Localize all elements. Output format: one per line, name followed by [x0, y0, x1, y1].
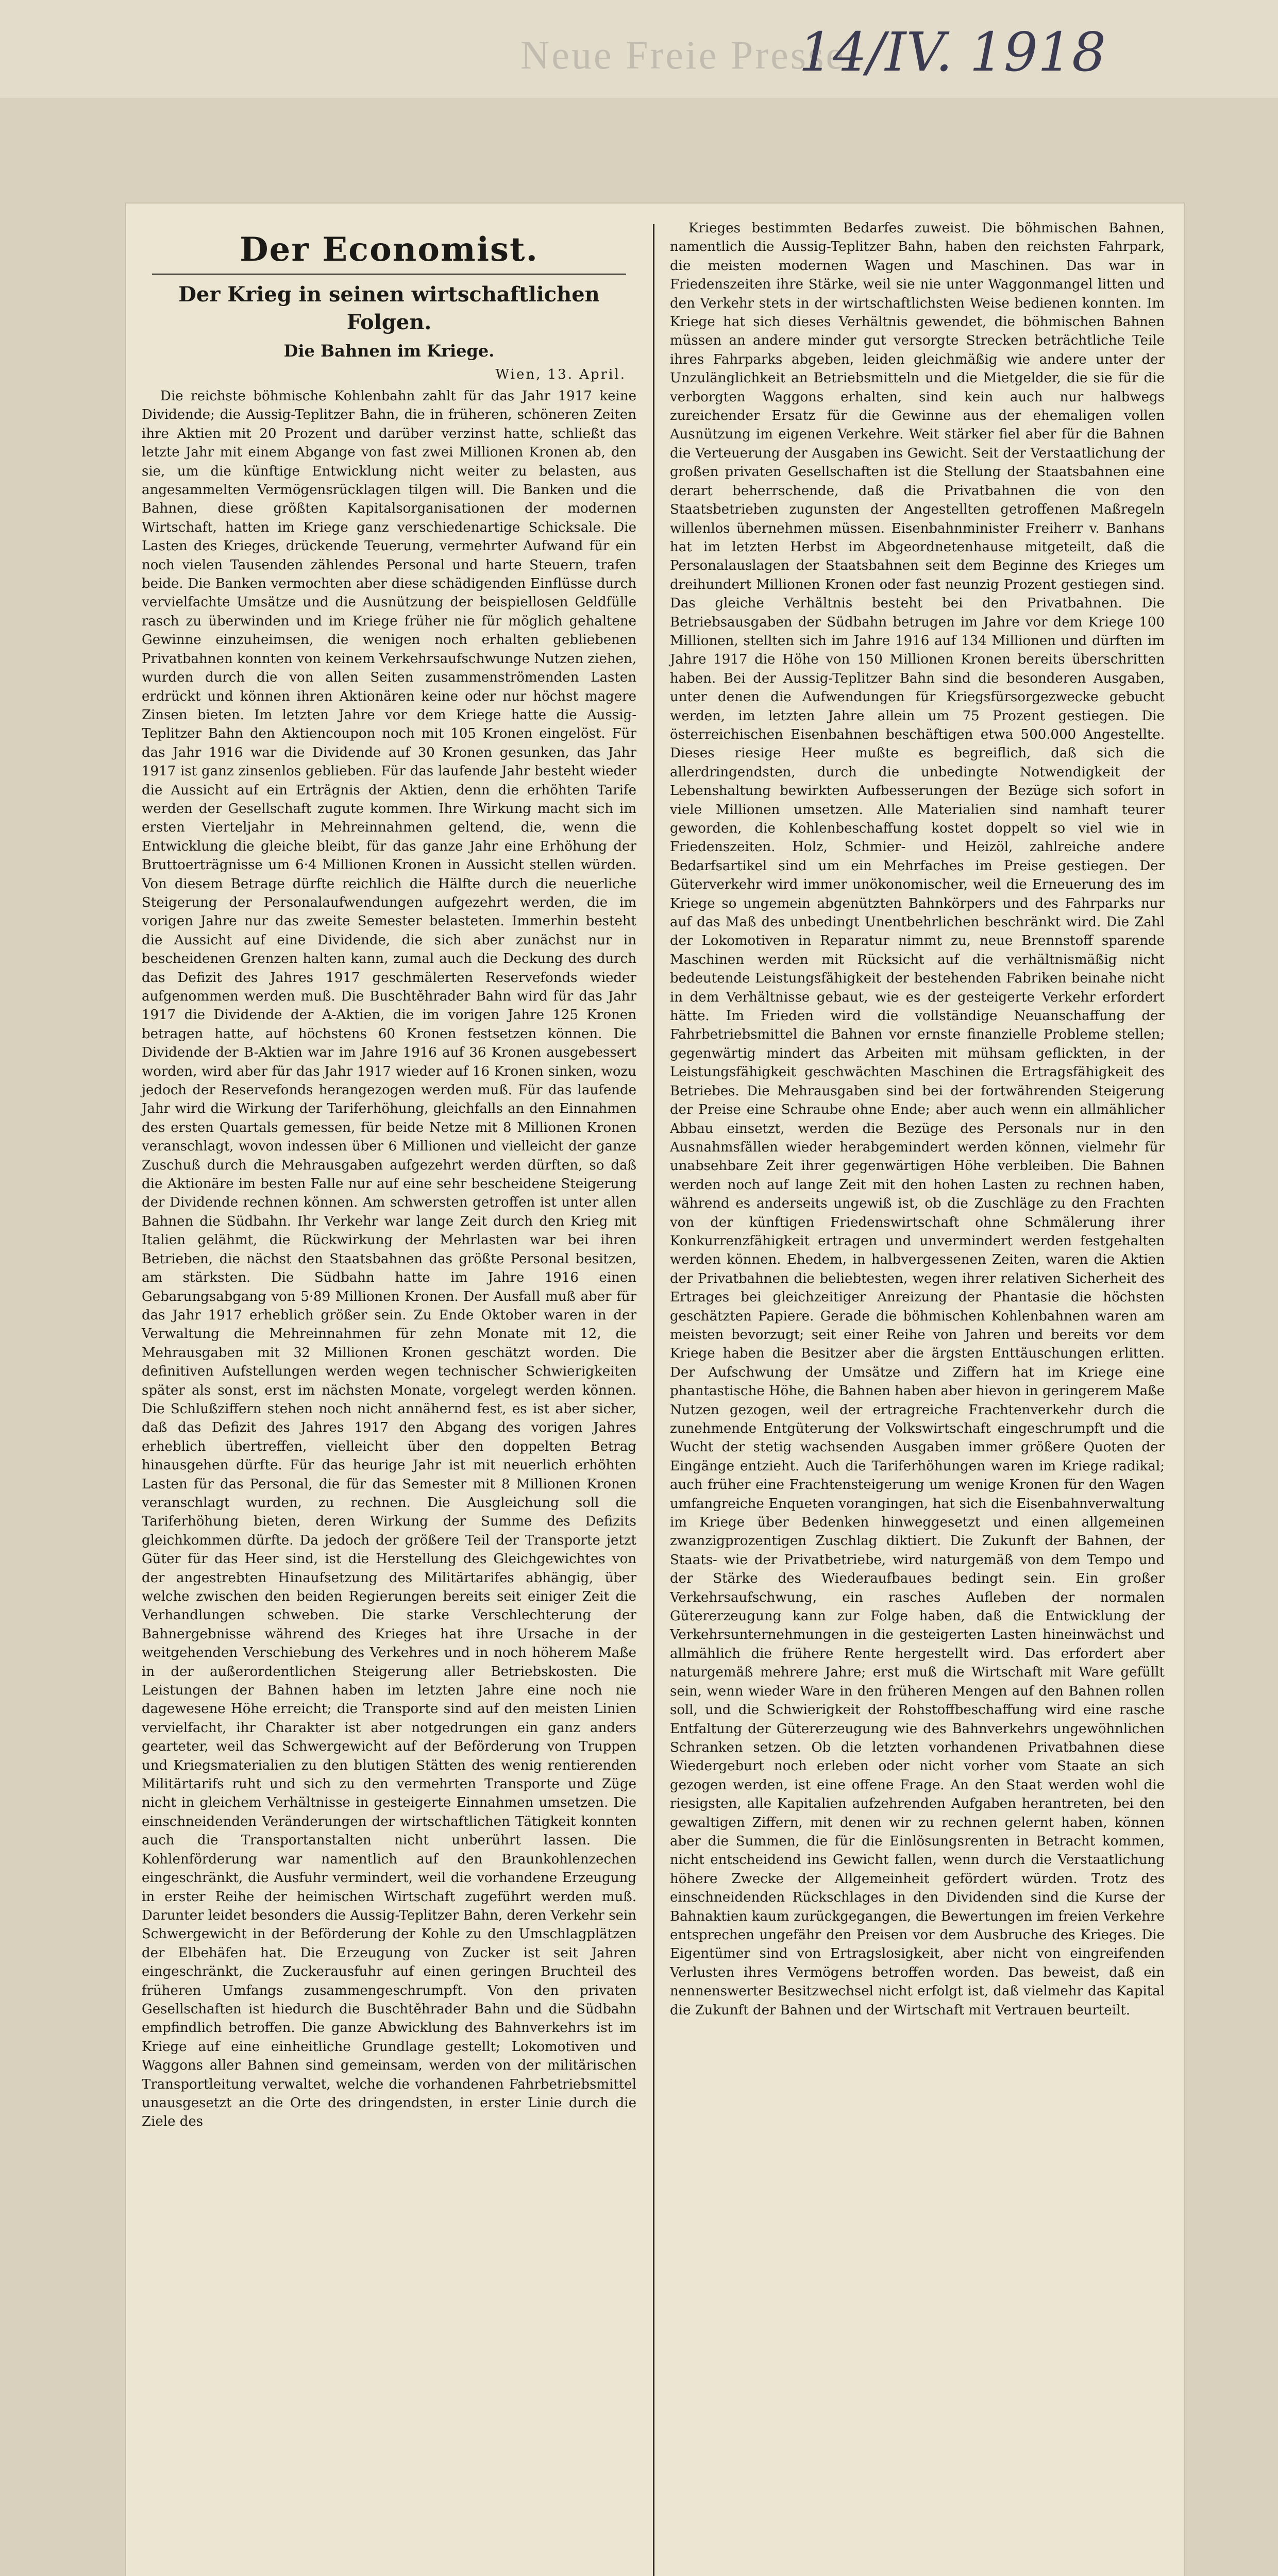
- column-right: [665, 219, 1170, 2576]
- column-divider: [653, 224, 654, 2576]
- handwritten-date: 14/IV. 1918: [799, 21, 1106, 83]
- article-headline: Der Krieg in seinen wirtschaftlichen Folgen.: [178, 282, 600, 334]
- header-strip: [0, 0, 1278, 98]
- section-masthead: Der Economist.: [240, 230, 539, 269]
- dateline: Wien, 13. April.: [495, 367, 626, 382]
- article-body-left: Die reichste böhmische Kohlenbahn zahlt für das Jahr 1917 keine Dividende; die Aussig-Teplitzer Bahn, die in früheren, schöneren Zeiten ihre Aktien mit 20 Prozent und darüber verzinst hatte, schließt das letzte Jahr mit einem Abgange von fast zwei Millionen Kronen ab, den sie, um die künftige Entwicklung nicht weiter zu belasten, aus angesammelten Vermögensrücklagen tilgen will. Die Banken und die Bahnen, diese größten Kapitalsorganisationen der modernen Wirtschaft, hatten im Kriege ganz verschiedenartige Schicksale. Die Lasten des Krieges, drückende Teuerung, vermehrter Aufwand für ein noch vielen Tausenden zählendes Personal und harte Steuern, trafen beide. Die Banken vermochten aber diese schädigenden Einflüsse durch vervielfachte Umsätze und die Ausnützung der beispiellosen Geldfülle rasch zu überwinden und im Kriege früher nie für möglich gehaltene Gewinne einzuheimsen, die wenigen noch erhalten gebliebenen Privatbahnen konnten von keinem Verkehrsaufschwunge Nutzen ziehen, wurden durch die von allen Seiten zusammenströmenden Lasten erdrückt und können ihren Aktionären keine oder nur höchst magere Zinsen bieten. Im letzten Jahre vor dem Kriege hatte die Aussig-Teplitzer Bahn den Aktiencoupon noch mit 105 Kronen eingelöst. Für das Jahr 1916 war die Dividende auf 30 Kronen gesunken, das Jahr 1917 ist ganz zinsenlos geblieben. Für das laufende Jahr besteht wieder die Aussicht auf ein Erträgnis der Aktien, denn die erhöhten Tarife werden der Gesellschaft zugute kommen. Ihre Wirkung macht sich im ersten Vierteljahr in Mehreinnahmen geltend, die, wenn die Entwicklung die gleiche bleibt, für das ganze Jahr eine Erhöhung der Bruttoerträgnisse um 6·4 Millionen Kronen in Aussicht stellen würden. Von diesem Betrage dürfte reichlich die Hälfte durch die neuerliche Steigerung der Personalaufwendungen aufgezehrt werden, die im vorigen Jahre nur das zweite Semester belasteten. Immerhin besteht die Aussicht auf eine Dividende, die sich aber zunächst nur in bescheidenen Grenzen halten kann, zumal auch die Deckung des durch das Defizit des Jahres 1917 geschmälerten Reservefonds wieder aufgenommen werden muß. Die Buschtěhrader Bahn wird für das Jahr 1917 die Dividende der A-Aktien, die im vorigen Jahre 125 Kronen betragen hatte, auf höchstens 60 Kronen festsetzen können. Die Dividende der B-Aktien war im Jahre 1916 auf 36 Kronen ausgebessert worden, wird aber für das Jahr 1917 wieder auf 16 Kronen sinken, wozu jedoch der Reservefonds herangezogen werden muß. Für das laufende Jahr wird die Wirkung der Tariferhöhung, gleichfalls an den Einnahmen des ersten Quartals gemessen, für beide Netze mit 8 Millionen Kronen veranschlagt, wovon indessen über 6 Millionen und vielleicht der ganze Zuschuß durch die Mehrausgaben aufgezehrt werden dürften, so daß die Aktionäre im besten Falle nur auf eine sehr bescheidene Steigerung der Dividende rechnen können. Am schwersten getroffen ist unter allen Bahnen die Südbahn. Ihr Verkehr war lange Zeit durch den Krieg mit Italien gelähmt, die Rückwirkung der Mehrlasten war bei ihren Betrieben, die nächst den Staatsbahnen das größte Personal besitzen, am stärksten. Die Südbahn hatte im Jahre 1916 einen Gebarungsabgang von 5·89 Millionen Kronen. Der Ausfall muß aber für das Jahr 1917 erheblich größer sein. Zu Ende Oktober waren in der Verwaltung die Mehreinnahmen für zehn Monate mit 12, die Mehrausgaben mit 32 Millionen Kronen geschätzt worden. Die definitiven Aufstellungen werden wegen technischer Schwierigkeiten später als sonst, erst im nächsten Monate, vorgelegt werden können. Die Schlußziffern stehen noch nicht annähernd fest, es ist aber sicher, daß das Defizit des Jahres 1917 den Abgang des vorigen Jahres erheblich übertreffen, vielleicht über den doppelten Betrag hinausgehen dürfte. Für das heurige Jahr ist mit neuerlich erhöhten Lasten für das Personal, die für das Semester mit 8 Millionen Kronen veranschlagt wurden, zu rechnen. Die Ausgleichung soll die Tariferhöhung bieten, deren Wirkung der Summe des Defizits gleichkommen dürfte. Da jedoch der größere Teil der Transporte jetzt Güter für das Heer sind, ist die Herstellung des Gleichgewichtes von der angestrebten Hinaufsetzung des Militärtarifes abhängig, über welche zwischen den beiden Regierungen bereits seit einiger Zeit die Verhandlungen schweben. Die starke Verschlechterung der Bahnergebnisse während des Krieges hat ihre Ursache in der weitgehenden Verschiebung des Verkehres und in noch höherem Maße in der außerordentlichen Steigerung aller Betriebskosten. Die Leistungen der Bahnen haben im letzten Jahre eine noch nie dagewesene Höhe erreicht; die Transporte sind auf den meisten Linien vervielfacht, ihr Charakter ist aber notgedrungen ein ganz anders gearteter, weil das Schwergewicht auf der Beförderung von Truppen und Kriegsmaterialien zu den blutigen Stätten des wenig rentierenden Militärtarifs ruht und sich zu den vermehrten Transporte und Züge nicht in gleichem Verhältnisse in gesteigerte Einnahmen umsetzen. Die einschneidenden Veränderungen der wirtschaftlichen Tätigkeit konnten auch die Transportanstalten nicht unberührt lassen. Die Kohlenförderung war namentlich auf den Braunkohlenzechen eingeschränkt, die Ausfuhr vermindert, weil die vorhandene Erzeugung in erster Reihe der heimischen Wirtschaft zugeführt werden muß. Darunter leidet besonders die Aussig-Teplitzer Bahn, deren Verkehr sein Schwergewicht in der Beförderung der Kohle zu den Umschlagplätzen der Elbehäfen hat. Die Erzeugung von Zucker ist seit Jahren eingeschränkt, die Zuckerausfuhr auf einen geringen Bruchteil des früheren Umfangs zusammengeschrumpft. Von den privaten Gesellschaften ist hiedurch die Buschtěhrader Bahn und die Südbahn empfindlich betroffen. Die ganze Abwicklung des Bahnverkehrs ist im Kriege auf eine einheitliche Grundlage gestellt; Lokomotiven und Waggons aller Bahnen sind gemeinsam, werden von der militärischen Transportleitung verwaltet, welche die vorhandenen Fahrbetriebsmittel unausgesetzt an die Orte des dringendsten, in erster Linie durch die Ziele des: [142, 388, 636, 2130]
- masthead-rule: [152, 274, 626, 275]
- newspaper-clipping: [126, 204, 1184, 2576]
- newspaper-stamp: Neue Freie Presse: [520, 32, 846, 77]
- article-body-right: Krieges bestimmten Bedarfes zuweist. Die böhmischen Bahnen, namentlich die Aussig-Teplitzer Bahn, haben den reichsten Fahrpark, die meisten modernen Wagen und Maschinen. Das war in Friedenszeiten ihre Stärke, weil sie nie unter Waggonmangel litten und den Verkehr stets in der wirtschaftlichsten Weise bedienen konnten. Im Kriege hat sich dieses Verhältnis gewendet, die böhmischen Bahnen müssen an andere minder gut versorgte Strecken beträchtliche Teile ihres Fahrparks abgeben, leiden gleichmäßig wie andere unter der Unzulänglichkeit an Betriebsmitteln und die Mietgelder, die sie für die verborgten Waggons erhalten, sind kein auch nur halbwegs zureichender Ersatz für die Gewinne aus der ehemaligen vollen Ausnützung im eigenen Verkehre. Weit stärker fiel aber für die Bahnen die Verteuerung der Ausgaben ins Gewicht. Seit der Verstaatlichung der großen privaten Gesellschaften ist die Stellung der Staatsbahnen eine derart beherrschende, daß die Privatbahnen die von den Staatsbetrieben zugunsten der Angestellten getroffenen Maßregeln willenlos übernehmen müssen. Eisenbahnminister Freiherr v. Banhans hat im letzten Herbst im Abgeordnetenhause mitgeteilt, daß die Personalauslagen der Staatsbahnen seit dem Beginne des Krieges um dreihundert Millionen Kronen oder fast neunzig Prozent gestiegen sind. Das gleiche Verhältnis besteht bei den Privatbahnen. Die Betriebsausgaben der Südbahn betrugen im Jahre vor dem Kriege 100 Millionen, stellten sich im Jahre 1916 auf 134 Millionen und dürften im Jahre 1917 die Höhe von 150 Millionen Kronen bereits überschritten haben. Bei der Aussig-Teplitzer Bahn sind die besonderen Ausgaben, unter denen die Aufwendungen für Kriegsfürsorgezwecke gebucht werden, im letzten Jahre allein um 75 Prozent gestiegen. Die österreichischen Eisenbahnen beschäftigen etwa 500.000 Angestellte. Dieses riesige Heer mußte es begreiflich, daß sich die allerdringendsten, durch die unbedingte Notwendigkeit der Lebenshaltung bewirkten Aufbesserungen der Bezüge sich sofort in viele Millionen umsetzen. Alle Materialien sind namhaft teurer geworden, die Kohlenbeschaffung kostet doppelt so viel wie in Friedenszeiten. Holz, Schmier- und Heizöl, zahlreiche andere Bedarfsartikel sind um ein Mehrfaches im Preise gestiegen. Der Güterverkehr wird immer unökonomischer, weil die Erneuerung des im Kriege so ungemein abgenützten Bahnkörpers und des Fahrparks nur auf das Maß des unbedingt Unentbehrlichen beschränkt wird. Die Zahl der Lokomotiven in Reparatur nimmt zu, neue Brennstoff sparende Maschinen werden mit Rücksicht auf die verhältnismäßig nicht bedeutende Leistungsfähigkeit der bestehenden Fabriken beinahe nicht in dem Verhältnisse gebaut, wie es der gesteigerte Verkehr erfordert hätte. Im Frieden wird die vollständige Neuanschaffung der Fahrbetriebsmittel die Bahnen vor ernste finanzielle Probleme stellen; gegenwärtig mindert das Arbeiten mit mühsam geflickten, in der Leistungsfähigkeit geschwächten Maschinen die Ertragsfähigkeit des Betriebes. Die Mehrausgaben sind bei der fortwährenden Steigerung der Preise eine Schraube ohne Ende; aber auch wenn ein allmählicher Abbau einsetzt, werden die Bezüge des Personals nur in den Ausnahmsfällen wieder herabgemindert werden können, vielmehr für unabsehbare Zeit ihrer gegenwärtigen Höhe verbleiben. Die Bahnen werden noch auf lange Zeit mit den hohen Lasten zu rechnen haben, während es anderseits ungewiß ist, ob die Zuschläge zu den Frachten von der künftigen Friedenswirtschaft ohne Schmälerung ihrer Konkurrenzfähigkeit ertragen und unvermindert werden festgehalten werden können. Ehedem, in halbvergessenen Zeiten, waren die Aktien der Privatbahnen die beliebtesten, wegen ihrer relativen Sicherheit des Ertrages bei gleichzeitiger Anreizung der Phantasie die höchsten geschätzten Papiere. Gerade die böhmischen Kohlenbahnen waren am meisten bevorzugt; seit einer Reihe von Jahren und bereits vor dem Kriege haben die Besitzer aber die ärgsten Enttäuschungen erlitten. Der Aufschwung der Umsätze und Ziffern hat im Kriege eine phantastische Höhe, die Bahnen haben aber hievon in geringerem Maße Nutzen gezogen, weil der ertragreiche Frachtenverkehr durch die zunehmende Entgüterung der Volkswirtschaft eingeschrumpft und die Wucht der stetig wachsenden Ausgaben immer größere Quoten der Eingänge entzieht. Auch die Tariferhöhungen waren im Kriege radikal; auch früher eine Frachtensteigerung um wenige Kronen für den Wagen umfangreiche Enqueten vorangingen, hat sich die Eisenbahnverwaltung im Kriege über Bedenken hinweggesetzt und einen allgemeinen zwanzigprozentigen Zuschlag diktiert. Die Zukunft der Bahnen, der Staats- wie der Privatbetriebe, wird naturgemäß von dem Tempo und der Stärke des Wiederaufbaues bedingt sein. Ein großer Verkehrsaufschwung, ein rasches Aufleben der normalen Gütererzeugung kann zur Folge haben, daß die Entwicklung der Verkehrsunternehmungen in die gesteigerten Lasten hineinwächst und allmählich die frühere Rente hergestellt wird. Das erfordert aber naturgemäß mehrere Jahre; erst muß die Wirtschaft mit Ware gefüllt sein, wenn wieder Ware in den früheren Mengen auf den Bahnen rollen soll, und die Schwierigkeit der Rohstoffbeschaffung wird eine rasche Entfaltung der Gütererzeugung wie des Bahnverkehrs ungewöhnlichen Schranken setzen. Ob die letzten vorhandenen Privatbahnen diese Wiedergeburt noch erleben oder nicht vorher vom Staate an sich gezogen werden, ist eine offene Frage. An den Staat werden wohl die riesigsten, alle Kapitalien aufzehrenden Aufgaben herantreten, bei den gewaltigen Ziffern, mit denen wir zu rechnen gelernt haben, können aber die Summen, die für die Einlösungsrenten in Betracht kommen, nicht entscheidend ins Gewicht fallen, wenn durch die Verstaatlichung höhere Zwecke der Allgemeinheit gefördert würden. Trotz des einschneidenden Rückschlages in den Dividenden sind die Kurse der Bahnaktien kaum zurückgegangen, die Bewertungen im freien Verkehre entsprechen ungefähr den Preisen vor dem Ausbruche des Krieges. Die Eigentümer sind von Ertragslosigkeit, aber nicht von eingreifenden Verlusten ihres Vermögens betroffen worden. Das beweist, daß ein nennenswerter Besitzwechsel nicht erfolgt ist, daß vielmehr das Kapital die Zukunft der Bahnen und der Wirtschaft mit Vertrauen beurteilt.: [670, 221, 1165, 2018]
- column-left: [137, 219, 642, 2576]
- article-subhead: Die Bahnen im Kriege.: [283, 341, 495, 361]
